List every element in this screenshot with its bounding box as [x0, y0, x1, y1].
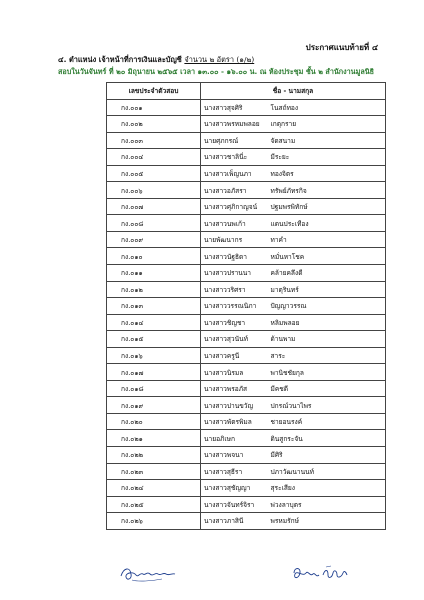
- table-row: [107, 380, 386, 397]
- table-row: [107, 165, 386, 182]
- last-name-cell: สุระเสียง: [265, 480, 386, 497]
- table-row: [107, 463, 386, 480]
- table-row: [107, 496, 386, 513]
- first-name-cell: นางสาวสุธีรา: [201, 463, 265, 480]
- exam-schedule: สอบในวันจันทร์ ที่ ๒๐ มิถุนายน ๒๕๖๕ เวลา ๑๓.๐๐ - ๑๖.๐๐ น. ณ ห้องประชุม ชั้น ๒ สำนักงานมูลนิธิ: [58, 67, 375, 76]
- table-row: [107, 447, 386, 464]
- first-name-cell: นางสาววริศรา: [201, 281, 265, 298]
- first-name-cell: นางสาวพรอภัส: [201, 380, 265, 397]
- exam-id-cell: กง.๐๒๐: [107, 413, 201, 430]
- table-row: [107, 397, 386, 414]
- exam-id-cell: กง.๐๒๓: [107, 463, 201, 480]
- first-name-cell: นางสาวพรหมพลอย: [201, 116, 265, 133]
- signature-left: [118, 563, 178, 585]
- exam-id-cell: กง.๐๐๕: [107, 165, 201, 182]
- first-name-cell: นายอภิเษก: [201, 430, 265, 447]
- position-title: ๔. ตำแหน่ง เจ้าหน้าที่การเงินและบัญชี: [58, 55, 182, 64]
- last-name-cell: แดนประเทือง: [265, 215, 386, 232]
- exam-id-cell: กง.๐๒๑: [107, 430, 201, 447]
- first-name-cell: นางสาวพัตรพิมล: [201, 413, 265, 430]
- table-row: [107, 513, 386, 530]
- exam-id-cell: กง.๐๒๖: [107, 513, 201, 530]
- table-row: [107, 281, 386, 298]
- exam-id-cell: กง.๐๑๓: [107, 298, 201, 315]
- last-name-cell: มีคชดี: [265, 380, 386, 397]
- table-row: [107, 132, 386, 149]
- first-name-cell: นางสาวภาสินี: [201, 513, 265, 530]
- last-name-cell: ปฐมพรพิทักษ์: [265, 198, 386, 215]
- last-name-cell: ด้านพาม: [265, 331, 386, 348]
- last-name-cell: พ่วงลาบุตร: [265, 496, 386, 513]
- exam-id-cell: กง.๐๑๖: [107, 347, 201, 364]
- last-name-cell: ปกรณ์วนาไพร: [265, 397, 386, 414]
- first-name-cell: นางสาววรรณนิภา: [201, 298, 265, 315]
- signature-right: [290, 563, 350, 585]
- last-name-cell: หมั่นหาโชค: [265, 248, 386, 265]
- last-name-cell: มาตุรินทร์: [265, 281, 386, 298]
- first-name-cell: นางสาวสุวนันท์: [201, 331, 265, 348]
- annex-title: ประกาศแนบท้ายที่ ๔: [305, 43, 378, 52]
- first-name-cell: นางสาวจันทร์จิรา: [201, 496, 265, 513]
- table-row: [107, 298, 386, 315]
- table-row: [107, 99, 386, 116]
- last-name-cell: พานิชชัยกุล: [265, 364, 386, 381]
- exam-id-cell: กง.๐๒๒: [107, 447, 201, 464]
- last-name-cell: มีศิริ: [265, 447, 386, 464]
- table-row: [107, 182, 386, 199]
- first-name-cell: นางสาวเพ็ญนภา: [201, 165, 265, 182]
- table-row: [107, 480, 386, 497]
- first-name-cell: นางสาวครูนี: [201, 347, 265, 364]
- table-row: [107, 364, 386, 381]
- exam-id-cell: กง.๐๑๐: [107, 248, 201, 265]
- last-name-cell: ทรัพย์ภัทรกิจ: [265, 182, 386, 199]
- exam-id-cell: กง.๐๐๘: [107, 215, 201, 232]
- last-name-cell: ปัญญาวรรณ: [265, 298, 386, 315]
- first-name-cell: นางสาวชาลินี่ะ: [201, 149, 265, 166]
- exam-id-cell: กง.๐๑๙: [107, 397, 201, 414]
- first-name-cell: นางสาวพจนา: [201, 447, 265, 464]
- table-row: [107, 198, 386, 215]
- header-exam-id: เลขประจำตัวสอบ: [107, 83, 201, 100]
- exam-id-cell: กง.๐๑๒: [107, 281, 201, 298]
- last-name-cell: ปภาวัฒนานนท์: [265, 463, 386, 480]
- exam-id-cell: กง.๐๐๙: [107, 231, 201, 248]
- table-row: [107, 265, 386, 282]
- exam-id-cell: กง.๐๐๓: [107, 132, 201, 149]
- last-name-cell: ทองจิตร: [265, 165, 386, 182]
- exam-id-cell: กง.๐๑๔: [107, 314, 201, 331]
- first-name-cell: นางสาวปานขวัญ: [201, 397, 265, 414]
- table-body: [107, 99, 386, 529]
- exam-id-cell: กง.๐๑๕: [107, 331, 201, 348]
- table-row: [107, 331, 386, 348]
- exam-id-cell: กง.๐๑๘: [107, 380, 201, 397]
- exam-id-cell: กง.๐๐๖: [107, 182, 201, 199]
- exam-id-cell: กง.๐๐๒: [107, 116, 201, 133]
- first-name-cell: นางสาวสุจศิริ: [201, 99, 265, 116]
- table-row: [107, 116, 386, 133]
- first-name-cell: นางสาวชิญชา: [201, 314, 265, 331]
- table-row: [107, 248, 386, 265]
- first-name-cell: นางสาวนพเก้า: [201, 215, 265, 232]
- exam-id-cell: กง.๐๑๑: [107, 265, 201, 282]
- table-row: [107, 413, 386, 430]
- table-row: [107, 149, 386, 166]
- last-name-cell: ชายอนรงค์: [265, 413, 386, 430]
- table-row: [107, 430, 386, 447]
- first-name-cell: นางสาวปรานนา: [201, 265, 265, 282]
- table-row: [107, 314, 386, 331]
- position-heading: [58, 54, 254, 66]
- header-full-name: ชื่อ - นามสกุล: [201, 83, 386, 100]
- exam-id-cell: กง.๐๐๗: [107, 198, 201, 215]
- first-name-cell: นางสาวอภัสรา: [201, 182, 265, 199]
- last-name-cell: ทาคำ: [265, 231, 386, 248]
- exam-id-cell: กง.๐๒๔: [107, 480, 201, 497]
- exam-id-cell: กง.๐๒๕: [107, 496, 201, 513]
- last-name-cell: หลิมพลอย: [265, 314, 386, 331]
- last-name-cell: คล้ายคลึงดี: [265, 265, 386, 282]
- last-name-cell: เกตุกราย: [265, 116, 386, 133]
- candidate-table: [106, 82, 386, 530]
- first-name-cell: นายพัฒนากร: [201, 231, 265, 248]
- first-name-cell: นางสาวสุชัญญา: [201, 480, 265, 497]
- last-name-cell: จัดสนาม: [265, 132, 386, 149]
- table-header-row: [107, 83, 386, 100]
- exam-id-cell: กง.๐๐๔: [107, 149, 201, 166]
- table-row: [107, 347, 386, 364]
- exam-id-cell: กง.๐๑๗: [107, 364, 201, 381]
- last-name-cell: สาระ: [265, 347, 386, 364]
- last-name-cell: พรหมรักษ์: [265, 513, 386, 530]
- first-name-cell: นางสาวนัฐธิดา: [201, 248, 265, 265]
- table-row: [107, 215, 386, 232]
- position-quota: จำนวน ๒ อัตรา (๑/๒): [184, 55, 255, 64]
- last-name-cell: มีระยะ: [265, 149, 386, 166]
- last-name-cell: ดินสูกระจัน: [265, 430, 386, 447]
- first-name-cell: นางสาวนิรมล: [201, 364, 265, 381]
- exam-id-cell: กง.๐๐๑: [107, 99, 201, 116]
- table-row: [107, 231, 386, 248]
- first-name-cell: นางสาวศุภิกาญจน์: [201, 198, 265, 215]
- first-name-cell: นายศุภกรณ์: [201, 132, 265, 149]
- last-name-cell: โนสถ์ทอง: [265, 99, 386, 116]
